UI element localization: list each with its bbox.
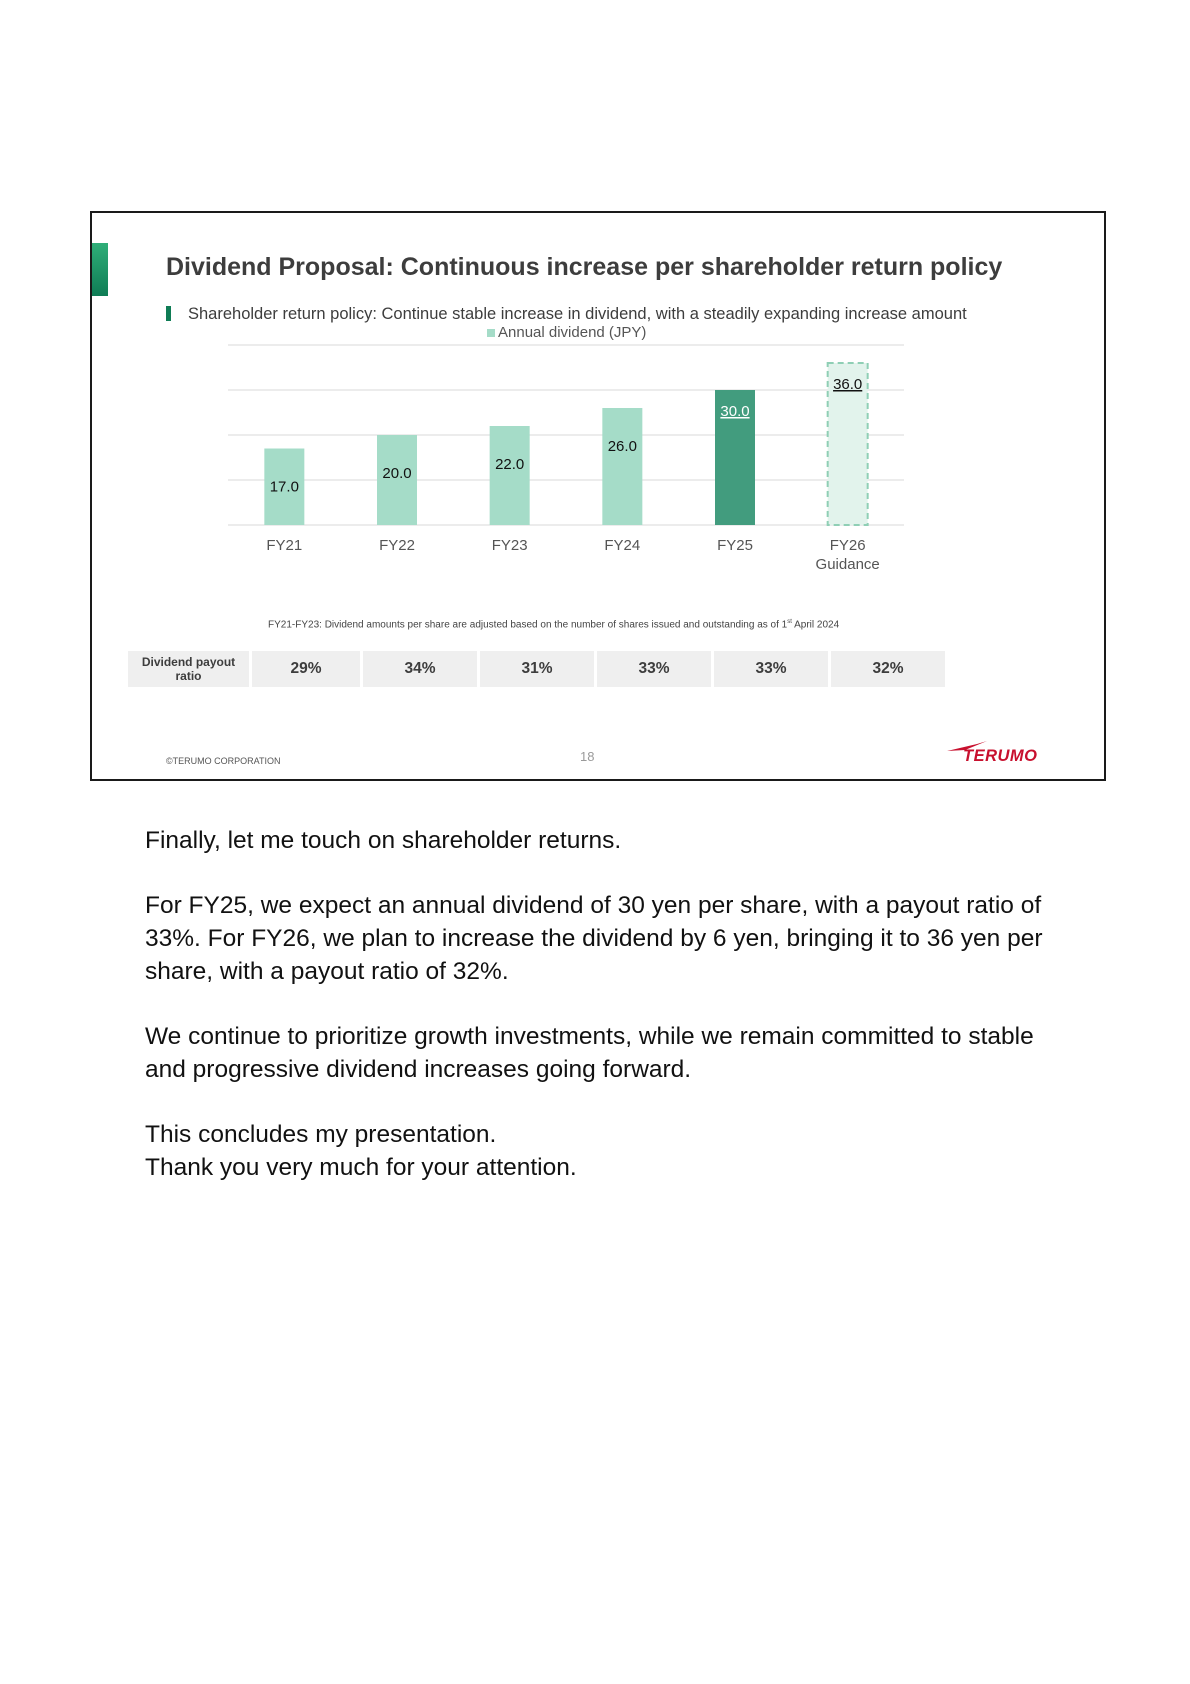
footnote-suffix: April 2024 — [791, 619, 840, 631]
payout-ratio-cell: 29% — [252, 651, 360, 687]
x-tick-label: FY23 — [491, 537, 528, 554]
x-tick-label: FY22 — [379, 537, 415, 554]
data-label: 17.0 — [269, 478, 299, 496]
legend-label: Annual dividend (JPY) — [498, 324, 647, 341]
payout-ratio-cell: 31% — [480, 651, 594, 687]
x-tick-label: FY26 — [829, 537, 866, 554]
data-label: 26.0 — [607, 438, 637, 455]
payout-ratio-cell: 33% — [714, 651, 828, 687]
notes-paragraph: Thank you very much for your attention. — [145, 1154, 577, 1181]
notes-paragraph: Finally, let me touch on shareholder returns. — [145, 827, 622, 854]
x-tick-label: FY25 — [717, 537, 753, 554]
page-number: 18 — [580, 749, 595, 764]
notes-paragraph: For FY25, we expect an annual dividend of 30 yen per share, with a payout ratio of 33%. For FY26, we plan to increase the dividend by 6 yen, bringing it to 36 yen per share, with a payout ratio of 32%. — [145, 892, 1043, 985]
footnote-text: FY21-FY23: Dividend amounts per share are adjusted based on the number of shares issued and outstanding as of 1 — [268, 619, 788, 631]
payout-ratio-cell: 32% — [831, 651, 945, 687]
data-label: 20.0 — [382, 465, 412, 482]
payout-ratio-label: Dividend payout ratio — [128, 651, 249, 687]
chart-footnote — [268, 619, 839, 630]
speaker-notes — [145, 824, 1075, 1184]
copyright: ©TERUMO CORPORATION — [166, 756, 281, 766]
x-tick-sublabel: Guidance — [815, 556, 880, 573]
slide — [90, 211, 1106, 781]
data-label: 22.0 — [495, 456, 525, 473]
policy-bullet-text: Shareholder return policy: Continue stable increase in dividend, with a steadily expanding increase amount — [188, 305, 967, 323]
bar — [602, 408, 642, 525]
data-label: 30.0 — [720, 403, 750, 420]
terumo-logo — [947, 741, 1057, 767]
bar — [490, 426, 530, 525]
footnote-superscript: st — [787, 619, 792, 625]
x-tick-label: FY21 — [266, 537, 303, 554]
data-label: 36.0 — [833, 376, 863, 393]
legend-swatch — [487, 329, 495, 337]
x-tick-label: FY24 — [604, 537, 641, 554]
slide-title: Dividend Proposal: Continuous increase per shareholder return policy — [166, 253, 1003, 281]
dividend-bar-chart — [92, 213, 1104, 613]
notes-paragraph: This concludes my presentation. — [145, 1121, 497, 1148]
payout-ratio-table — [128, 651, 948, 687]
payout-ratio-cell: 33% — [597, 651, 711, 687]
notes-paragraph: We continue to prioritize growth investments, while we remain committed to stable and progressive dividend increases going forward. — [145, 1023, 1034, 1083]
payout-ratio-cell: 34% — [363, 651, 477, 687]
logo-text: TERUMO — [963, 747, 1038, 765]
